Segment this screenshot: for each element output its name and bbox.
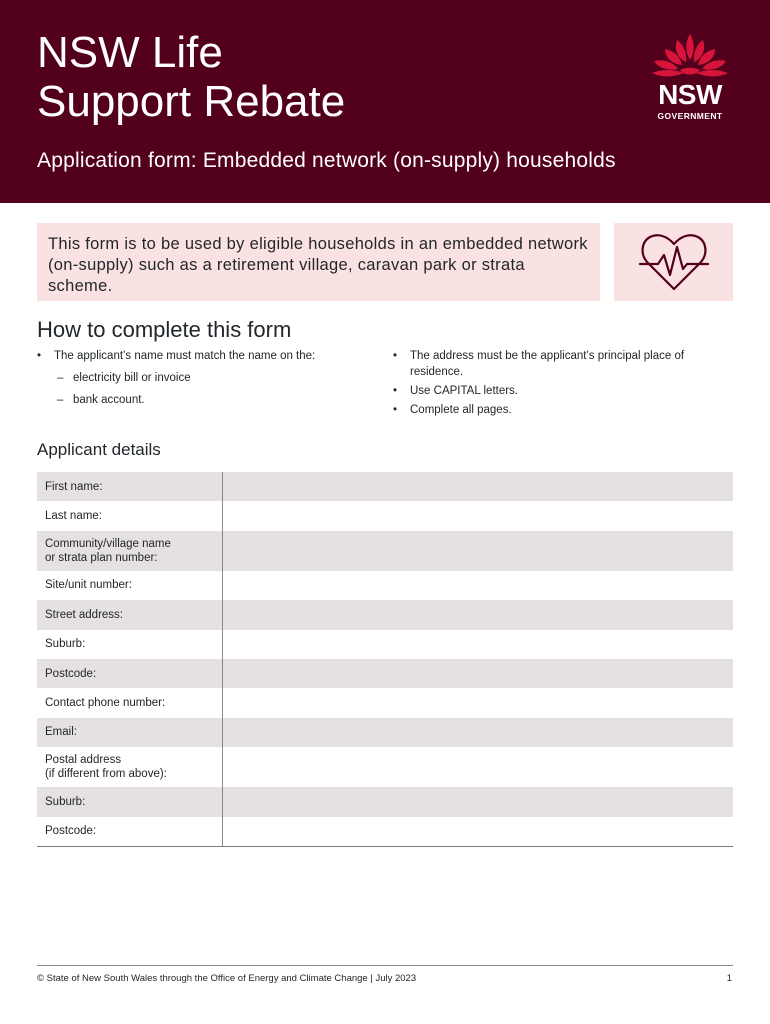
form-row: [37, 688, 733, 717]
list-item: [393, 383, 733, 399]
page-number: 1: [726, 973, 732, 984]
sub-list-item-text: bank account.: [73, 394, 145, 406]
field-label-line: Contact phone number:: [45, 697, 166, 710]
field-input[interactable]: [223, 531, 733, 571]
field-label: [37, 531, 223, 571]
list-item-text: Use CAPITAL letters.: [410, 385, 519, 397]
field-label-line: Email:: [45, 726, 77, 739]
list-item: [393, 348, 733, 380]
field-label: [37, 600, 223, 629]
field-label-line: Community/village name: [45, 537, 171, 550]
sub-list-item: [37, 392, 367, 408]
logo-subtext: GOVERNMENT: [657, 111, 723, 121]
sub-list-item-text: electricity bill or invoice: [73, 372, 191, 384]
form-row: [37, 659, 733, 688]
header-banner: [0, 0, 770, 203]
field-label: [37, 787, 223, 816]
list-item-text: Complete all pages.: [410, 404, 512, 416]
list-item-text: The address must be the applicant’s principal place of residence.: [410, 350, 685, 378]
field-label: [37, 501, 223, 530]
field-label-line: Suburb:: [45, 795, 86, 808]
list-item: [37, 348, 367, 364]
form-row: [37, 501, 733, 530]
applicant-details-table: [37, 472, 733, 847]
form-row: [37, 472, 733, 501]
field-label-line: (if different from above):: [45, 768, 167, 781]
field-input[interactable]: [223, 747, 733, 787]
list-item: [393, 402, 733, 418]
page-subtitle: Application form: Embedded network (on-supply) households: [37, 149, 616, 172]
title-line-1: NSW Life: [37, 28, 223, 77]
field-label-line: or strata plan number:: [45, 551, 158, 564]
form-row: [37, 787, 733, 816]
how-to-right-column: [393, 348, 733, 421]
field-label-line: Postal address: [45, 754, 122, 767]
dash-mark: –: [57, 394, 64, 406]
field-input[interactable]: [223, 630, 733, 659]
field-label: [37, 659, 223, 688]
title-line-2: Support Rebate: [37, 77, 346, 126]
field-input[interactable]: [223, 571, 733, 600]
field-label-line: Postcode:: [45, 667, 97, 680]
field-input[interactable]: [223, 472, 733, 501]
field-label: [37, 817, 223, 846]
field-label-line: Suburb:: [45, 638, 86, 651]
dash-mark: –: [57, 372, 64, 384]
field-label: [37, 747, 223, 787]
intro-icon-panel: [614, 223, 733, 301]
field-input[interactable]: [223, 787, 733, 816]
field-label-line: Postcode:: [45, 825, 97, 838]
sub-list-item: [37, 370, 367, 386]
form-row: [37, 747, 733, 787]
footer-divider: [37, 965, 733, 966]
form-row: [37, 531, 733, 571]
how-to-left-column: [37, 348, 367, 414]
field-label: [37, 630, 223, 659]
field-label-line: Site/unit number:: [45, 579, 132, 592]
heart-heartbeat-icon: [638, 231, 710, 293]
form-row: [37, 630, 733, 659]
field-input[interactable]: [223, 817, 733, 846]
field-input[interactable]: [223, 600, 733, 629]
field-label: [37, 718, 223, 747]
field-label: [37, 472, 223, 501]
field-label-line: First name:: [45, 480, 103, 493]
form-row: [37, 718, 733, 747]
bullet-mark: •: [393, 404, 398, 416]
field-label: [37, 571, 223, 600]
form-row: [37, 600, 733, 629]
field-label: [37, 688, 223, 717]
field-input[interactable]: [223, 659, 733, 688]
applicant-details-heading: Applicant details: [37, 440, 161, 459]
intro-callout: [37, 223, 600, 301]
footer-copyright: © State of New South Wales through the Office of Energy and Climate Change | July 2023: [37, 973, 417, 984]
field-input[interactable]: [223, 688, 733, 717]
field-input[interactable]: [223, 718, 733, 747]
bullet-mark: •: [393, 350, 398, 362]
bullet-mark: •: [393, 385, 398, 397]
form-row: [37, 817, 733, 846]
waratah-flower-icon: [644, 32, 736, 82]
list-item-text: The applicant’s name must match the name on the:: [54, 350, 316, 362]
nsw-government-logo: [644, 32, 736, 124]
form-row: [37, 571, 733, 600]
intro-text: This form is to be used by eligible households in an embedded network (on-supply) such as a retirement village, caravan park or strata scheme.: [48, 235, 588, 295]
field-label-line: Street address:: [45, 608, 123, 621]
bullet-mark: •: [37, 350, 42, 362]
page-title: [37, 28, 557, 126]
logo-wordmark: NSW: [658, 79, 722, 110]
how-to-heading: How to complete this form: [37, 317, 292, 342]
field-input[interactable]: [223, 501, 733, 530]
field-label-line: Last name:: [45, 510, 102, 523]
